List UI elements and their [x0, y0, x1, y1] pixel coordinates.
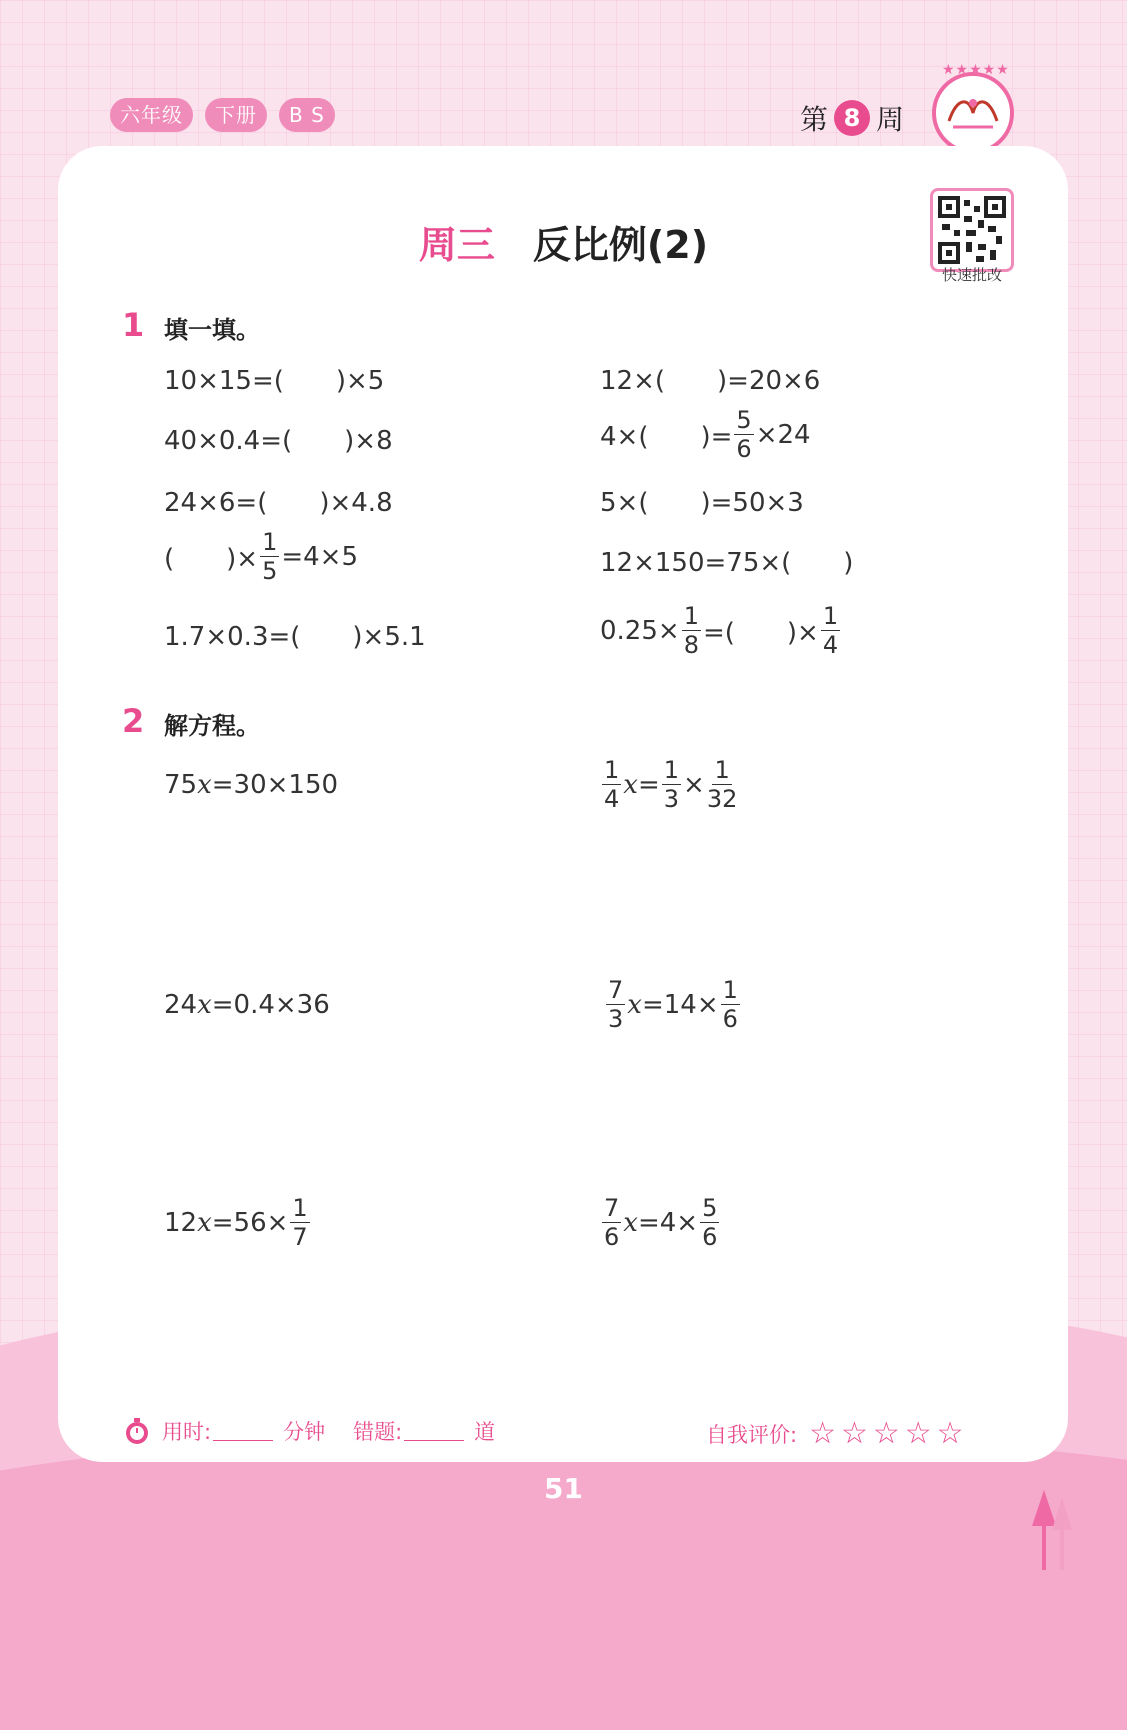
equation-5-coef: 12: [164, 1207, 198, 1238]
equation-5-rhs: =56×: [211, 1207, 289, 1238]
equation-1: [164, 770, 338, 800]
page-title: [0, 214, 1127, 269]
equation-6: [600, 1196, 721, 1249]
fraction: [721, 978, 740, 1031]
edition-tag: B S: [279, 98, 335, 132]
fill-item-9: 1.7×0.3=( )×5.1: [164, 622, 426, 652]
fill-item-7-right: =4×5: [281, 541, 359, 572]
fraction-numerator: 1: [604, 756, 620, 784]
grade-tags: [110, 98, 335, 132]
grade-tag: 六年级: [110, 98, 193, 132]
question-1-number: 1: [122, 306, 145, 344]
volume-tag: 下册: [205, 98, 267, 132]
fraction: [602, 1196, 621, 1249]
fraction-numerator: 1: [822, 602, 839, 630]
title-topic: 反比例(2): [532, 223, 709, 267]
fraction-denominator: 6: [736, 435, 752, 463]
logo-stars-icon: ★★★★★: [942, 62, 1010, 78]
fraction: [700, 1196, 719, 1249]
variable-x: x: [197, 990, 212, 1020]
qr-caption: 快速批改: [941, 266, 1002, 284]
fill-item-4: [600, 408, 811, 461]
time-blank[interactable]: [213, 1422, 273, 1441]
equation-2-equals: =: [637, 769, 660, 800]
fraction-denominator: 3: [663, 785, 680, 813]
equation-4-rhs: =14×: [641, 989, 719, 1020]
equation-2: [600, 758, 739, 811]
fill-item-1: 10×15=( )×5: [164, 366, 385, 396]
errors-label: 错题:: [353, 1420, 403, 1444]
fraction-numerator: 1: [722, 976, 738, 1004]
fraction-denominator: 7: [292, 1223, 308, 1251]
time-unit: 分钟: [283, 1420, 326, 1444]
fraction-denominator: 3: [608, 1005, 624, 1033]
fraction-numerator: 1: [292, 1194, 308, 1222]
equation-3-rhs: =0.4×36: [211, 990, 330, 1020]
fill-item-6: 5×( )=50×3: [600, 488, 804, 518]
errors-unit: 道: [474, 1420, 496, 1444]
equation-5: [164, 1196, 312, 1249]
fraction-numerator: 1: [663, 756, 680, 784]
fill-item-10-middle: =( )×: [702, 618, 819, 648]
fraction-denominator: 4: [604, 785, 620, 813]
brand-logo: [932, 62, 1014, 154]
equation-3: [164, 990, 330, 1020]
fraction-denominator: 4: [822, 631, 839, 659]
equation-3-coef: 24: [164, 990, 198, 1020]
fraction-numerator: 5: [736, 406, 752, 434]
variable-x: x: [627, 989, 642, 1020]
equation-4: [604, 978, 742, 1031]
time-label: 用时:: [162, 1420, 212, 1444]
fill-item-10-left: 0.25×: [600, 615, 680, 646]
fraction-numerator: 1: [714, 756, 730, 784]
fill-item-5: 24×6=( )×4.8: [164, 488, 393, 518]
fraction-denominator: 6: [722, 1005, 738, 1033]
self-evaluation: [706, 1416, 969, 1451]
variable-x: x: [197, 1207, 212, 1238]
fill-item-3: 40×0.4=( )×8: [164, 426, 393, 456]
week-indicator: [800, 98, 904, 138]
fraction-numerator: 5: [702, 1194, 718, 1222]
rating-stars[interactable]: ☆☆☆☆☆: [809, 1416, 969, 1451]
fraction: [821, 604, 840, 657]
equation-2-times: ×: [683, 769, 705, 800]
fraction-denominator: 5: [262, 557, 278, 585]
question-1-heading: 填一填。: [164, 316, 260, 344]
fraction-numerator: 1: [683, 602, 699, 630]
page-number: 51: [544, 1472, 583, 1505]
week-number-badge: 8: [834, 100, 870, 136]
question-2-number: 2: [122, 702, 145, 740]
fraction: [734, 408, 753, 461]
fraction-numerator: 7: [604, 1194, 620, 1222]
variable-x: x: [197, 770, 212, 800]
fill-item-2: 12×( )=20×6: [600, 366, 821, 396]
fill-item-8: 12×150=75×( ): [600, 548, 854, 578]
week-prefix: 第: [800, 103, 829, 136]
equation-6-rhs: =4×: [637, 1207, 699, 1238]
fraction: [707, 758, 738, 811]
fraction-denominator: 6: [702, 1223, 718, 1251]
fraction-numerator: 7: [608, 976, 624, 1004]
fill-item-7-left: ( )×: [164, 544, 259, 574]
fraction: [602, 758, 621, 811]
variable-x: x: [623, 1207, 638, 1238]
question-2-heading: 解方程。: [164, 712, 260, 740]
title-day: 周三: [418, 223, 495, 267]
errors-blank[interactable]: [404, 1422, 464, 1441]
fraction: [682, 604, 701, 657]
stopwatch-icon: [122, 1416, 152, 1446]
fraction-denominator: 32: [706, 785, 738, 813]
self-eval-label: 自我评价:: [706, 1422, 798, 1447]
fraction: [606, 978, 625, 1031]
fraction-denominator: 8: [683, 631, 699, 659]
variable-x: x: [623, 769, 638, 800]
fraction: [290, 1196, 309, 1249]
fill-item-7: [164, 530, 358, 583]
decorative-arrows-icon: [1030, 1490, 1080, 1570]
fraction: [662, 758, 681, 811]
fraction: [260, 530, 279, 583]
week-suffix: 周: [876, 103, 905, 136]
time-errors-record: [122, 1416, 495, 1446]
equation-1-coef: 75: [164, 770, 198, 800]
fill-item-4-right: ×24: [755, 419, 811, 450]
fraction-denominator: 6: [604, 1223, 620, 1251]
logo-emblem-icon: [943, 91, 1003, 135]
fill-item-4-left: 4×( )=: [600, 422, 733, 452]
fraction-numerator: 1: [262, 528, 278, 556]
equation-1-rhs: =30×150: [211, 770, 339, 800]
fill-item-10: [600, 604, 842, 657]
